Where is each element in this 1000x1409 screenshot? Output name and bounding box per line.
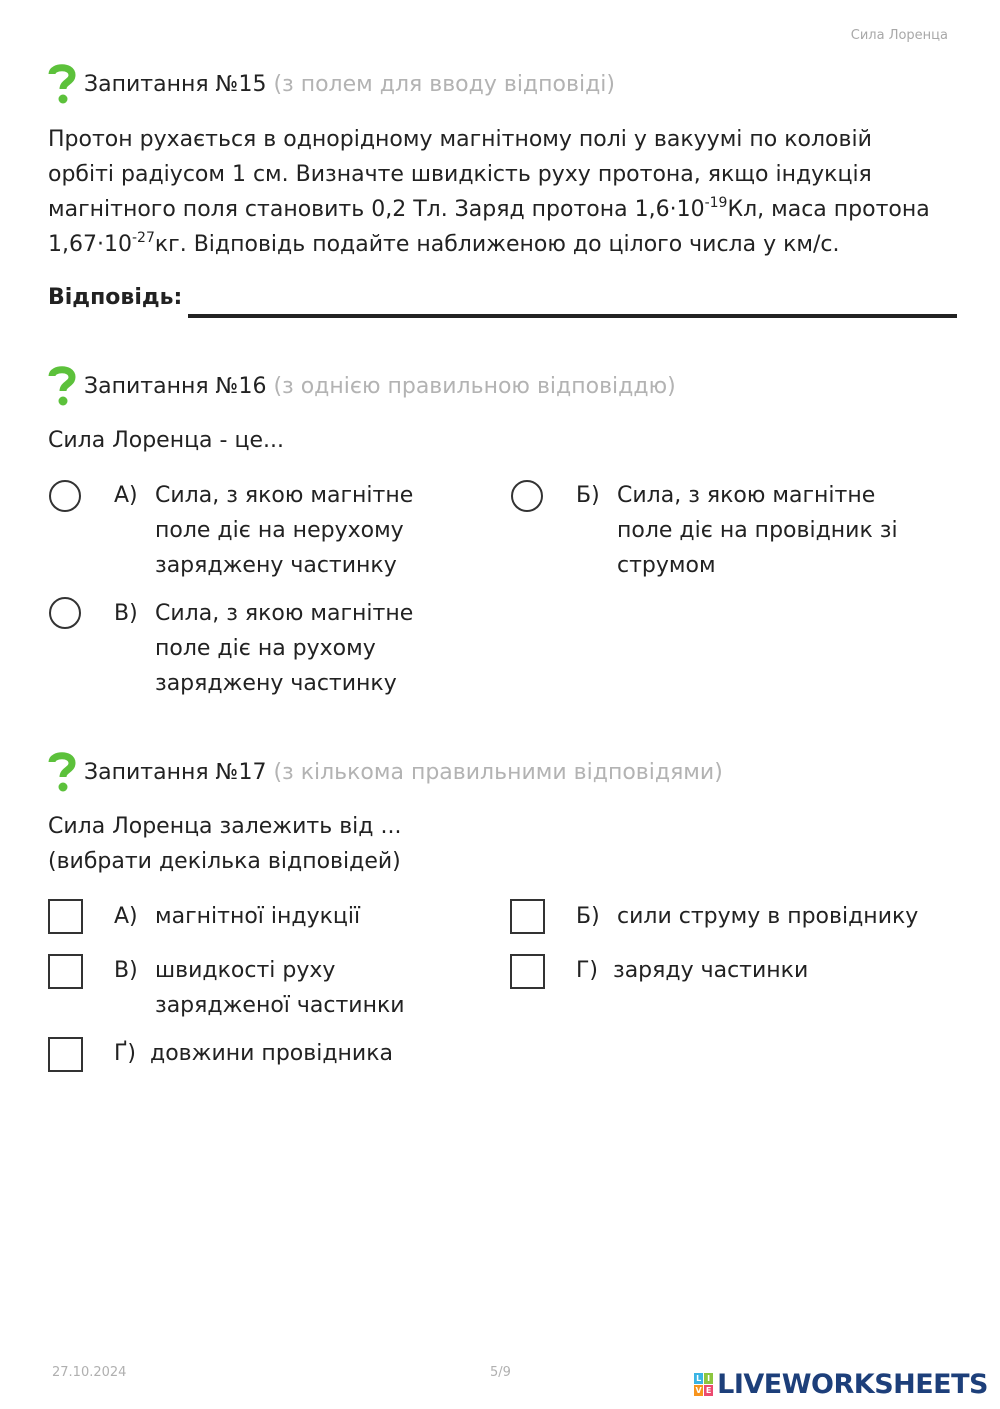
question-17-type: (з кількома правильними відповідями) — [273, 759, 723, 785]
question-15-line — [48, 192, 958, 227]
checkbox-option-b[interactable] — [510, 899, 545, 934]
option-text — [155, 953, 405, 1023]
option-letter: А) — [114, 904, 138, 929]
option-line: зарядженої частинки — [155, 993, 405, 1018]
option-line: Сила, з якою магнітне — [155, 601, 414, 626]
question-15-text-part: 1,67·10 — [48, 232, 132, 257]
option-letter: В) — [114, 958, 138, 983]
brand-badge-letter: L — [696, 1374, 702, 1383]
question-17-title: Запитання №17 — [84, 759, 267, 785]
exponent: -19 — [704, 195, 728, 211]
answer-label: Відповідь: — [48, 285, 183, 310]
question-16-type: (з однією правильною відповіддю) — [273, 373, 676, 399]
option-line: Сила, з якою магнітне — [155, 483, 414, 508]
option-letter: Б) — [576, 483, 600, 508]
option-text — [155, 596, 413, 701]
option-letter: Ґ) — [114, 1041, 136, 1066]
option-text: довжини провідника — [150, 1041, 393, 1066]
option-letter: В) — [114, 601, 138, 626]
option-line: поле діє на рухому — [155, 636, 376, 661]
question-mark-icon — [48, 752, 76, 792]
footer-date: 27.10.2024 — [52, 1365, 127, 1380]
question-15-text-part: Кл, маса протона — [727, 197, 930, 222]
question-15-line — [48, 227, 958, 262]
question-16-header — [48, 366, 676, 406]
brand-badge-letter: E — [705, 1386, 712, 1395]
brand-badge-icon — [694, 1373, 713, 1396]
option-text: магнітної індукції — [155, 904, 361, 929]
question-15-text-part: магнітного поля становить 0,2 Тл. Заряд протона 1,6·10 — [48, 197, 705, 222]
question-15-type: (з полем для вводу відповіді) — [273, 71, 615, 97]
question-15-line: орбіті радіусом 1 см. Визначте швидкість руху протона, якщо індукція — [48, 162, 872, 187]
checkbox-option-v[interactable] — [48, 954, 83, 989]
question-15-text-part: кг. Відповідь подайте наближеною до цілого числа у км/с. — [154, 232, 840, 257]
option-text: сили струму в провіднику — [617, 904, 919, 929]
option-text: заряду частинки — [613, 958, 809, 983]
brand-badge-letter: V — [695, 1386, 702, 1395]
liveworksheets-logo — [694, 1369, 988, 1400]
option-line: поле діє на провідник зі — [617, 518, 898, 543]
option-line: поле діє на нерухому — [155, 518, 404, 543]
option-letter: Б) — [576, 904, 600, 929]
radio-option-a[interactable] — [49, 480, 81, 512]
option-line: заряджену частинку — [155, 553, 397, 578]
radio-option-b[interactable] — [511, 480, 543, 512]
option-line: струмом — [617, 553, 716, 578]
footer-page-number: 5/9 — [490, 1365, 511, 1380]
question-16-title: Запитання №16 — [84, 373, 267, 399]
option-letter: А) — [114, 483, 138, 508]
brand-name: LIVEWORKSHEETS — [717, 1369, 988, 1400]
question-17-prompt — [48, 809, 401, 879]
question-15-text — [48, 122, 958, 262]
prompt-line: (вибрати декілька відповідей) — [48, 849, 401, 874]
checkbox-option-g-prime[interactable] — [48, 1037, 83, 1072]
option-line: швидкості руху — [155, 958, 336, 983]
radio-option-v[interactable] — [49, 597, 81, 629]
prompt-line: Сила Лоренца залежить від ... — [48, 814, 402, 839]
question-15-title: Запитання №15 — [84, 71, 267, 97]
option-text — [617, 478, 898, 583]
option-letter: Г) — [576, 958, 598, 983]
question-15-line: Протон рухається в однорідному магнітному полі у вакуумі по коловій — [48, 127, 872, 152]
question-16-prompt: Сила Лоренца - це... — [48, 428, 284, 453]
question-mark-icon — [48, 64, 76, 104]
exponent: -27 — [131, 230, 155, 246]
checkbox-option-a[interactable] — [48, 899, 83, 934]
option-line: заряджену частинку — [155, 671, 397, 696]
question-mark-icon — [48, 366, 76, 406]
option-text — [155, 478, 413, 583]
option-line: Сила, з якою магнітне — [617, 483, 876, 508]
question-17-header — [48, 752, 723, 792]
checkbox-option-g[interactable] — [510, 954, 545, 989]
answer-input[interactable] — [188, 314, 957, 318]
question-15-header — [48, 64, 615, 104]
brand-badge-letter: I — [704, 1373, 713, 1384]
header-topic: Сила Лоренца — [850, 28, 948, 43]
